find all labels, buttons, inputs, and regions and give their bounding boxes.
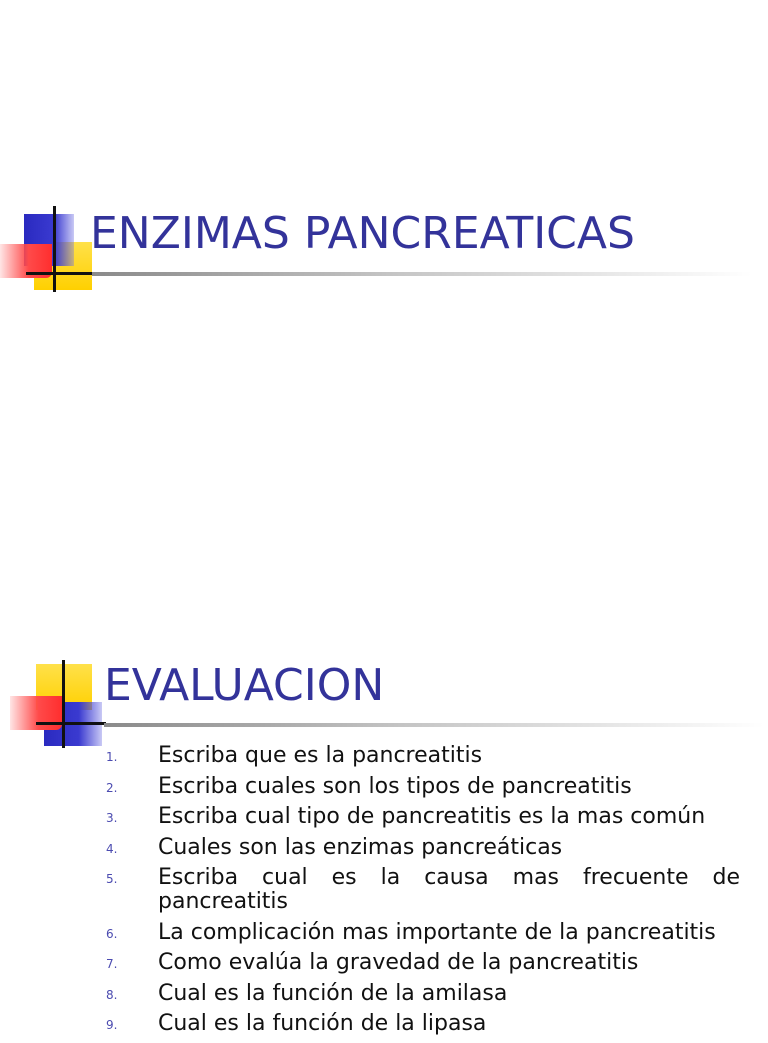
question-number: 2.: [106, 780, 118, 795]
question-number: 7.: [106, 957, 118, 971]
question-text: Cuales son las enzimas pancreáticas: [158, 834, 563, 860]
question-item: [100, 744, 740, 768]
question-text: La complicación mas importante de la pancreatitis: [158, 919, 716, 945]
question-text: Cual es la función de la amilasa: [158, 980, 508, 1006]
corner-decoration: [0, 660, 110, 760]
question-text: Cual es la función de la lipasa: [158, 1011, 487, 1036]
slide-evaluation: [0, 600, 768, 1036]
question-item: [100, 1012, 740, 1036]
question-number: 1.: [106, 750, 118, 764]
horizontal-line: [36, 722, 106, 725]
title-underline: [92, 272, 752, 276]
question-item: [100, 951, 740, 975]
question-text: Escriba cual es la causa mas frecuente de pancreatitis: [158, 865, 740, 914]
question-item: [100, 836, 740, 860]
question-number: 5.: [106, 872, 118, 886]
question-item: [100, 805, 740, 829]
question-number: 8.: [106, 987, 118, 1002]
question-list: [100, 744, 740, 1043]
question-item: [100, 866, 740, 914]
question-text: Escriba cual tipo de pancreatitis es la mas común: [158, 804, 706, 829]
slide-title-text: EVALUACION: [104, 660, 385, 711]
question-number: 6.: [106, 926, 118, 941]
title-underline: [104, 723, 764, 727]
question-text: Escriba que es la pancreatitis: [158, 743, 483, 768]
question-text: Como evalúa la gravedad de la pancreatitis: [158, 950, 639, 975]
question-number: 4.: [106, 841, 118, 856]
question-item: [100, 982, 740, 1006]
slide-title-text: ENZIMAS PANCREATICAS: [90, 208, 635, 259]
vertical-line: [62, 660, 65, 748]
question-item: [100, 921, 740, 945]
question-item: [100, 775, 740, 799]
question-number: 3.: [106, 811, 118, 825]
question-text: Escriba cuales son los tipos de pancreatitis: [158, 773, 632, 799]
vertical-line: [53, 206, 56, 292]
corner-decoration: [0, 200, 100, 300]
question-number: 9.: [106, 1018, 118, 1032]
horizontal-line: [26, 272, 96, 275]
